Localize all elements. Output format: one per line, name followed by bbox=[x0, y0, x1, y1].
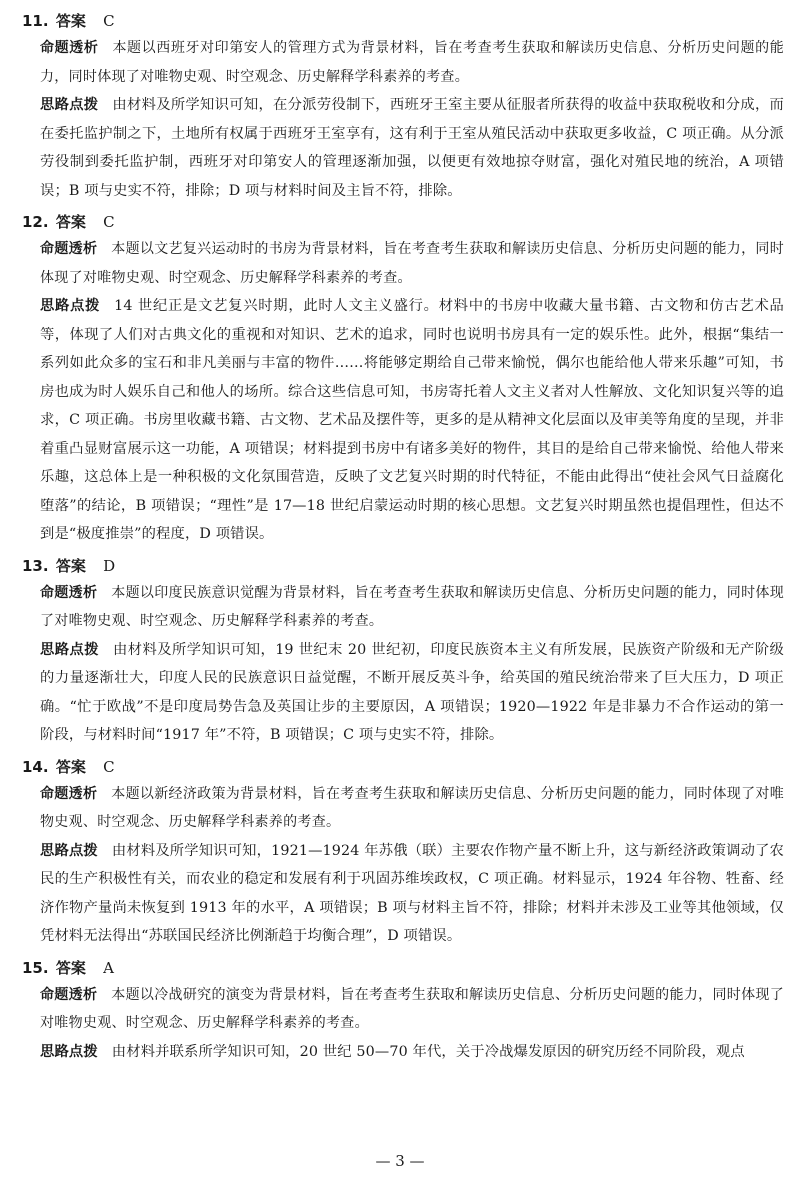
answer-label: 答案 bbox=[55, 556, 86, 575]
answer-document bbox=[22, 8, 784, 1066]
hint-paragraph bbox=[40, 1038, 784, 1067]
answer-label: 答案 bbox=[55, 958, 86, 977]
analysis-label: 命题透析 bbox=[40, 584, 98, 601]
question-block-12 bbox=[22, 209, 784, 549]
answer-option: D bbox=[103, 556, 116, 575]
question-block-15 bbox=[22, 955, 784, 1067]
answer-line bbox=[22, 754, 784, 780]
hint-label: 思路点拨 bbox=[40, 1043, 98, 1060]
hint-text: 由材料及所学知识可知，19 世纪末 20 世纪初，印度民族资本主义有所发展，民族资产阶级和无产阶级的力量逐渐壮大，印度人民的民族意识日益觉醒，不断开展反英斗争，给英国的殖民统治带来了巨大压力，D 项正确。“忙于欧战”不是印度局势告急及英国让步的主要原因，A 项错误；1920—1922 年是非暴力不合作运动的第一阶段，与材料时间“1917 年”不符，B 项错误；C 项与史实不符，排除。 bbox=[40, 641, 784, 743]
analysis-paragraph bbox=[40, 579, 784, 636]
answer-label: 答案 bbox=[55, 757, 86, 776]
question-number: 11. bbox=[22, 12, 49, 30]
analysis-label: 命题透析 bbox=[40, 40, 99, 56]
answer-option: C bbox=[103, 757, 115, 776]
answer-line bbox=[22, 553, 784, 579]
hint-text: 由材料及所学知识可知，在分派劳役制下，西班牙王室主要从征服者所获得的收益中获取税收和分成，而在委托监护制之下，土地所有权属于西班牙王室享有，这有利于王室从殖民活动中获取更多收益，C 项正确。从分派劳役制到委托监护制，西班牙对印第安人的管理逐渐加强，以便更有效地掠夺财富，强化对殖民地的统治，A 项错误；B 项与史实不符，排除；D 项与材料时间及主旨不符，排除。 bbox=[40, 97, 784, 199]
hint-label: 思路点拨 bbox=[40, 298, 101, 314]
answer-option: A bbox=[103, 958, 114, 977]
answer-line bbox=[22, 955, 784, 981]
hint-paragraph bbox=[40, 636, 784, 750]
question-number: 14. bbox=[22, 757, 49, 776]
answer-line bbox=[22, 8, 784, 34]
question-number: 12. bbox=[22, 213, 49, 231]
analysis-text: 本题以文艺复兴运动时的书房为背景材料，旨在考查考生获取和解读历史信息、分析历史问题的能力，同时体现了对唯物史观、时空观念、历史解释学科素养的考查。 bbox=[40, 241, 784, 286]
answer-label: 答案 bbox=[55, 12, 86, 30]
analysis-paragraph bbox=[40, 780, 784, 837]
question-number: 13. bbox=[22, 556, 49, 575]
page-number: — 3 — bbox=[375, 1152, 425, 1170]
analysis-paragraph bbox=[40, 981, 784, 1038]
analysis-paragraph bbox=[40, 235, 784, 292]
analysis-text: 本题以印度民族意识觉醒为背景材料，旨在考查考生获取和解读历史信息、分析历史问题的能力，同时体现了对唯物史观、时空观念、历史解释学科素养的考查。 bbox=[40, 584, 784, 629]
hint-paragraph bbox=[40, 292, 784, 549]
hint-text: 14 世纪正是文艺复兴时期，此时人文主义盛行。材料中的书房中收藏大量书籍、古文物和仿古艺术品等，体现了人们对古典文化的重视和对知识、艺术的追求，同时也说明书房具有一定的娱乐性。此外，根据“集结一系列如此众多的宝石和非凡美丽与丰富的物件……将能够定期给自己带来愉悦，偶尔也能给他人带来乐趣”可知，书房也成为时人娱乐自己和他人的场所。综合这些信息可知，书房寄托着人文主义者对人性解放、文化知识复兴等的追求，C 项正确。书房里收藏书籍、古文物、艺术品及摆件等，更多的是从精神文化层面以及审美等角度的呈现，并非着重凸显财富展示这一功能，A 项错误；材料提到书房中有诸多美好的物件，其目的是给自己带来愉悦、给他人带来乐趣，这总体上是一种积极的文化氛围营造，反映了文艺复兴时期的时代特征，不能由此得出“使社会风气日益腐化堕落”的结论，B 项错误；“理性”是 17—18 世纪启蒙运动时期的核心思想。文艺复兴时期虽然也提倡理性，但达不到是“极度推崇”的程度，D 项错误。 bbox=[40, 298, 784, 542]
hint-text: 由材料及所学知识可知，1921—1924 年苏俄（联）主要农作物产量不断上升，这与新经济政策调动了农民的生产积极性有关，而农业的稳定和发展有利于巩固苏维埃政权，C 项正确。材料显示，1924 年谷物、牲畜、经济作物产量尚未恢复到 1913 年的水平，A 项错误；B 项与材料主旨不符，排除；材料并未涉及工业等其他领域，仅凭材料无法得出“苏联国民经济比例渐趋于均衡合理”，D 项错误。 bbox=[40, 842, 784, 944]
question-block-11 bbox=[22, 8, 784, 205]
analysis-text: 本题以冷战研究的演变为背景材料，旨在考查考生获取和解读历史信息、分析历史问题的能力，同时体现了对唯物史观、时空观念、历史解释学科素养的考查。 bbox=[40, 986, 784, 1031]
hint-label: 思路点拨 bbox=[40, 641, 99, 658]
hint-text: 由材料并联系所学知识可知，20 世纪 50—70 年代，关于冷战爆发原因的研究历经不同阶段，观点 bbox=[111, 1043, 745, 1060]
hint-label: 思路点拨 bbox=[40, 97, 99, 113]
question-block-14 bbox=[22, 754, 784, 951]
answer-label: 答案 bbox=[55, 213, 86, 231]
analysis-label: 命题透析 bbox=[40, 986, 98, 1003]
analysis-paragraph bbox=[40, 34, 784, 91]
answer-option: C bbox=[103, 213, 115, 231]
answer-line bbox=[22, 209, 784, 235]
answer-option: C bbox=[103, 12, 115, 30]
hint-paragraph bbox=[40, 837, 784, 951]
analysis-label: 命题透析 bbox=[40, 241, 98, 257]
hint-label: 思路点拨 bbox=[40, 842, 98, 859]
hint-paragraph bbox=[40, 91, 784, 205]
analysis-text: 本题以新经济政策为背景材料，旨在考查考生获取和解读历史信息、分析历史问题的能力，同时体现了对唯物史观、时空观念、历史解释学科素养的考查。 bbox=[40, 785, 784, 830]
analysis-label: 命题透析 bbox=[40, 785, 98, 802]
analysis-text: 本题以西班牙对印第安人的管理方式为背景材料，旨在考查考生获取和解读历史信息、分析历史问题的能力，同时体现了对唯物史观、时空观念、历史解释学科素养的考查。 bbox=[40, 40, 785, 85]
question-number: 15. bbox=[22, 958, 49, 977]
question-block-13 bbox=[22, 553, 784, 750]
